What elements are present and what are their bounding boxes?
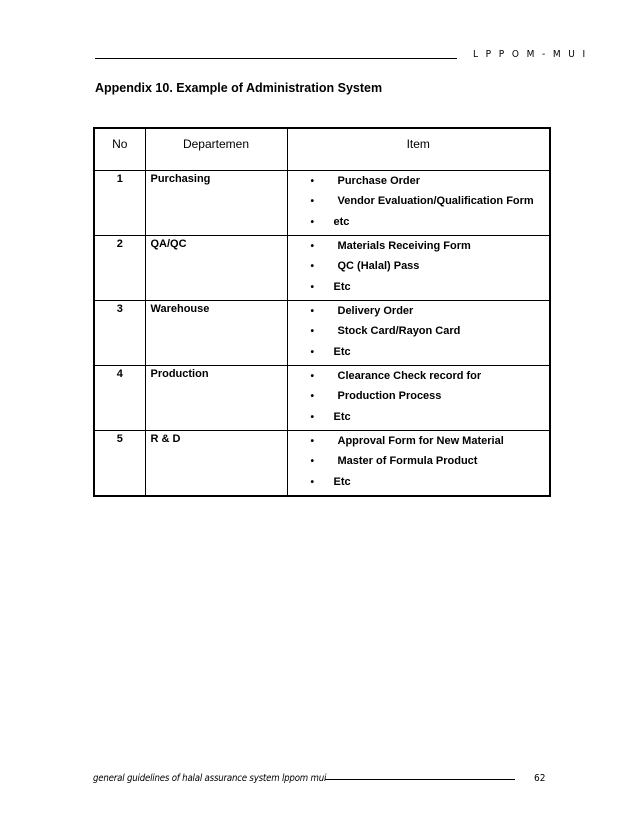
list-item	[288, 303, 550, 324]
bullet-icon: •	[310, 196, 315, 208]
row-items	[287, 365, 550, 430]
row-department: R & D	[145, 430, 287, 496]
list-item	[288, 238, 550, 259]
bullet-icon: •	[310, 370, 315, 382]
item-list	[288, 366, 550, 430]
item-text: Master of Formula Product	[337, 455, 478, 468]
list-item	[288, 344, 550, 365]
header-no: No	[94, 128, 145, 170]
bullet-icon: •	[310, 477, 315, 489]
list-item	[288, 453, 550, 474]
item-text: Stock Card/Rayon Card	[337, 325, 461, 338]
row-items	[287, 300, 550, 365]
bullet-icon: •	[310, 261, 315, 273]
bullet-icon: •	[310, 391, 315, 403]
list-item	[288, 368, 550, 389]
list-item	[288, 409, 550, 430]
bullet-icon: •	[310, 281, 315, 293]
table-body	[94, 170, 550, 496]
item-list	[288, 301, 550, 365]
bullet-icon: •	[310, 216, 315, 228]
row-number: 5	[94, 430, 145, 496]
list-item	[288, 258, 550, 279]
row-department: QA/QC	[145, 235, 287, 300]
table-row	[94, 235, 550, 300]
item-text: Clearance Check record for	[337, 369, 482, 382]
item-text: Etc	[333, 411, 351, 424]
administration-table	[93, 127, 551, 497]
bullet-icon: •	[310, 435, 315, 447]
item-list	[288, 431, 550, 495]
item-text: Delivery Order	[337, 304, 414, 317]
row-items	[287, 430, 550, 496]
item-list	[288, 236, 550, 300]
page-number: 62	[534, 773, 546, 784]
bullet-icon: •	[310, 305, 315, 317]
row-items	[287, 235, 550, 300]
list-item	[288, 323, 550, 344]
item-text: etc	[333, 215, 350, 228]
table-row	[94, 430, 550, 496]
row-number: 1	[94, 170, 145, 235]
item-text: Etc	[333, 476, 351, 489]
item-text: Production Process	[337, 390, 442, 403]
bullet-icon: •	[310, 175, 315, 187]
bullet-icon: •	[310, 240, 315, 252]
table-row	[94, 170, 550, 235]
row-number: 3	[94, 300, 145, 365]
header-org: L P P O M - M U I	[473, 49, 588, 60]
header-dept: Departemen	[145, 128, 287, 170]
item-text: Vendor Evaluation/Qualification Form	[337, 195, 534, 208]
bullet-icon: •	[310, 456, 315, 468]
row-department: Production	[145, 365, 287, 430]
bullet-icon: •	[310, 326, 315, 338]
list-item	[288, 474, 550, 495]
list-item	[288, 173, 550, 194]
header-rule	[95, 58, 457, 59]
table-row	[94, 300, 550, 365]
header-item: Item	[287, 128, 550, 170]
row-items	[287, 170, 550, 235]
item-list	[288, 171, 550, 235]
table-row	[94, 365, 550, 430]
row-number: 2	[94, 235, 145, 300]
footer-text: general guidelines of halal assurance system lppom mui	[93, 773, 327, 784]
table-header-row	[94, 128, 550, 170]
list-item	[288, 193, 550, 214]
bullet-icon: •	[310, 347, 315, 358]
bullet-icon: •	[310, 412, 315, 424]
item-text: Approval Form for New Material	[337, 434, 504, 447]
list-item	[288, 388, 550, 409]
item-text: QC (Halal) Pass	[337, 260, 420, 273]
page-title: Appendix 10. Example of Administration System	[95, 81, 383, 95]
item-text: Materials Receiving Form	[337, 239, 471, 252]
row-number: 4	[94, 365, 145, 430]
footer-rule	[325, 779, 515, 780]
item-text: Purchase Order	[337, 174, 421, 187]
list-item	[288, 433, 550, 454]
list-item	[288, 279, 550, 300]
item-text: Etc	[333, 346, 351, 358]
list-item	[288, 214, 550, 235]
item-text: Etc	[333, 280, 351, 293]
row-department: Purchasing	[145, 170, 287, 235]
row-department: Warehouse	[145, 300, 287, 365]
